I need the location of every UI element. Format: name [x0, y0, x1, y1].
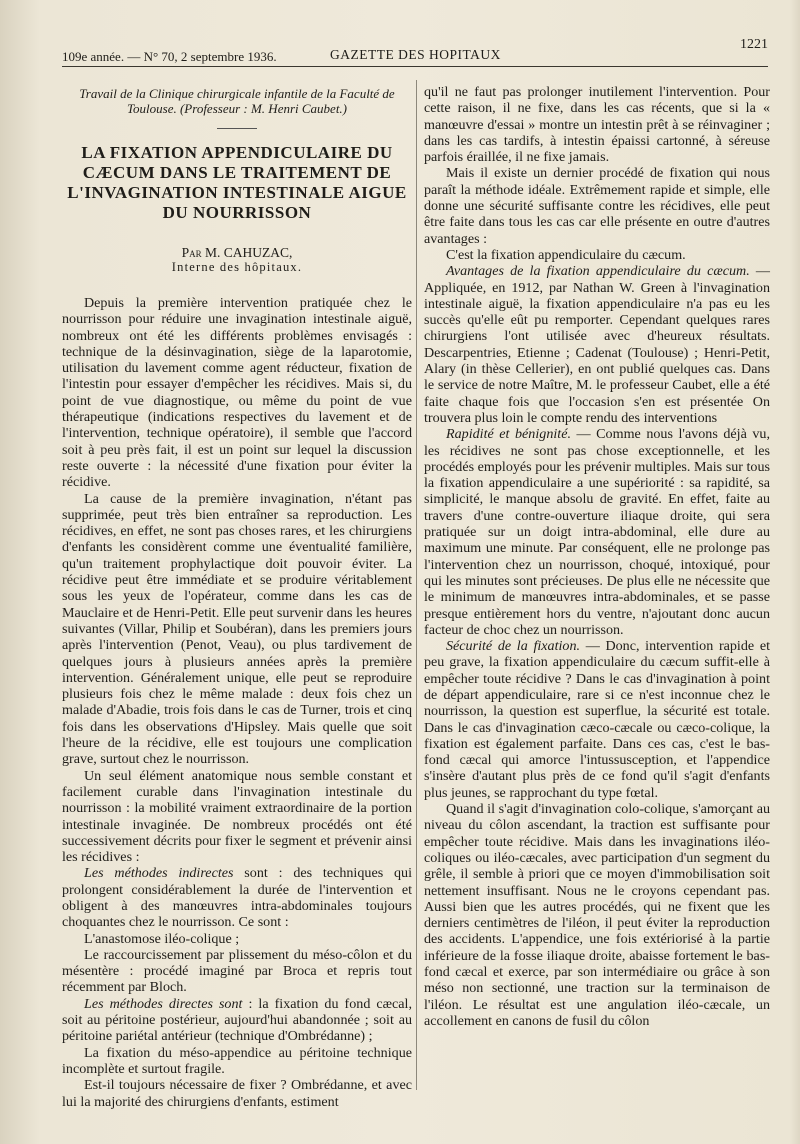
- paragraph: Les méthodes indirectes sont : des techniques qui prolongent considérablement la durée de l'intervention et obligent à des manœuvres intra-abdominales toujours choquantes chez le nourrisson. Ce sont :: [62, 865, 412, 931]
- author-role: Interne des hôpitaux.: [171, 260, 303, 274]
- issue-info: 109e année. — N° 70, 2 septembre 1936.: [62, 49, 277, 64]
- separator-dash: [217, 128, 257, 129]
- paragraph: Sécurité de la fixation. — Donc, intervention rapide et peu grave, la fixation appendiculaire du cæcum suffit-elle à empêcher toute récidive ? Dans le cas d'invagination à point de départ appendiculaire, rare si ce n'est inconnue chez le nourrisson, la question est superflue, la sécurité est totale. Dans le cas d'invagination cæco-cæcale ou cæco-colique, la fixation est également parfaite. Dans ces cas, c'est le bas-fond cæcal qui amorce l'intussusception, et l'appendice s'insère d'autant plus près de ce fond qu'il s'agit d'enfants plus jeunes, se rapprochant du type fœtal.: [424, 638, 770, 801]
- column-divider: [416, 80, 417, 1090]
- paragraph: La cause de la première invagination, n'étant pas supprimée, peut très bien entraîner sa reproduction. Les récidives, en effet, ne sont pas choses rares, et les chirurgiens d'enfants les considèrent comme une éventualité familière, qu'un traitement prophylactique doit pouvoir éviter. La récidive peut être immédiate et se produire véritablement sous les yeux de l'opérateur, comme dans les cas de Mauclaire et de Henri-Petit. Elle peut survenir dans les heures suivantes (Villar, Philip et Soubéran), dans les premiers jours après l'intervention (Penot, Veau), ou plus tardivement de quelques jours à plusieurs années après la première intervention. Généralement unique, elle peut se reproduire plusieurs fois chez le même malade : deux fois chez un malade d'Abadie, trois fois dans le cas de Turner, trois et cinq fois dans les observations d'Hipsley. Mais quelle que soit l'heure de la récidive, elle est toujours une complication grave, surtout chez le nourrisson.: [62, 490, 412, 768]
- clinic-credit: Travail de la Clinique chirurgicale infantile de la Faculté de Toulouse. (Professeur : M. Henri Caubet.): [79, 86, 395, 116]
- page-header: [62, 37, 768, 68]
- paragraph: C'est la fixation appendiculaire du cæcum.: [446, 246, 686, 263]
- paragraph: L'anastomose iléo-colique ;: [84, 930, 240, 947]
- paragraph: Mais il existe un dernier procédé de fixation qui nous paraît la méthode idéale. Extrêmement rapide et simple, elle donne une sécurité suffisante contre les récidives, elle peut être faite dans tous les cas car elle présente en outre d'autres avantages :: [424, 165, 770, 247]
- article-title: LA FIXATION APPENDICULAIRE DU CÆCUM DANS LE TRAITEMENT DE L'INVAGINATION INTESTINALE AIGUE DU NOURRISSON: [67, 143, 407, 222]
- page-number: 1221: [740, 37, 768, 52]
- author-name: Par M. CAHUZAC,: [181, 245, 293, 260]
- paragraph: Depuis la première intervention pratiquée chez le nourrisson pour réduire une invagination intestinale aiguë, nombreux ont été les différents problèmes envisagés : technique de la désinvagination, siège de la laparotomie, utilisation du lavement comme agent réducteur, fixation de l'intestin pour essayer d'empêcher les récidives. Mais si, du point de vue diagnostique, ou même du point de vue thérapeutique (indications respectives du lavement et de l'intervention, technique opératoire), il semble que l'accord soit à peu près fait, il est un point sur lequel la discussion reste ouverte : la nécessité d'une fixation pour éviter la récidive.: [62, 295, 412, 491]
- header-rule: [62, 66, 768, 67]
- paragraph: Les méthodes directes sont : la fixation du fond cæcal, soit au péritoine postérieur, aujourd'hui abandonnée ; soit au péritoine pariétal antérieur (technique d'Ombrédanne) ;: [62, 995, 412, 1045]
- journal-title: GAZETTE DES HOPITAUX: [330, 47, 501, 62]
- paragraph: Quand il s'agit d'invagination colo-colique, s'amorçant au niveau du côlon ascendant, la traction est suffisante pour empêcher toute récidive. Mais dans les invaginations iléo-coliques ou iléo-cæcales, avec participation d'un segment du grêle, il semble à priori que ce moyen d'immobilisation soit nettement insuffisant. Nous ne le croyons cependant pas. Aussi bien que les autres procédés, qui ne fixent que les derniers centimètres de l'iléon, il peut éviter la reproduction des accidents. L'appendice, une fois extériorisé à la partie inférieure de la fosse iliaque droite, abaisse fortement le bas-fond cæcal et exerce, par son intermédiaire ou grâce à son méso non sectionné, une traction sur la terminaison de l'iléon. Le résultat est une angulation iléo-cæcale, un accollement en canons de fusil du côlon: [424, 801, 770, 1029]
- paragraph: Est-il toujours nécessaire de fixer ? Ombrédanne, et avec lui la majorité des chirurgiens d'enfants, estiment: [62, 1077, 412, 1110]
- paragraph: Avantages de la fixation appendiculaire du cæcum. — Appliquée, en 1912, par Nathan W. Green à l'invagination intestinale aiguë, la fixation appendiculaire n'a pas eu les succès qu'elle eût pu remporter. Cependant quelques rares chirurgiens l'ont utilisée avec d'heureux résultats. Descarpentries, Etienne ; Cadenat (Toulouse) ; Henri-Petit, Alary (in thèse Cellerier), en ont publié quelques cas. Dans le service de notre Maître, M. le professeur Caubet, elle a été faite chaque fois que l'occasion s'en est présentée On trouvera plus loin le compte rendu des interventions: [424, 263, 770, 426]
- right-column: [424, 84, 770, 1029]
- paragraph: qu'il ne faut pas prolonger inutilement l'intervention. Pour cette raison, il ne fixe, dans les cas récents, que si la « manœuvre d'essai » montre un intestin prêt à se réinvaginer ; dans les cas tardifs, à intestin épaissi cartonné, à séreuse parfois éraillée, il ne fixe jamais.: [424, 84, 770, 166]
- paragraph: Rapidité et bénignité. — Comme nous l'avons déjà vu, les récidives ne sont pas chose exceptionnelle, et les procédés employés pour les prévenir multiples. Mais sur tous la fixation appendiculaire a une supériorité : sa rapidité, sa simplicité, le manque absolu de gravité. En effet, faite au travers d'une contre-ouverture iliaque droite, qui sera pratiquée sur un doigt intra-abdominal, elle dure au maximum une minute. Par conséquent, elle ne prolonge pas l'intervention chez un nourrisson, choqué, intoxiqué, pour qui les minutes sont précieuses. De plus elle ne nécessite que le minimum de manœuvres intra-abdominales, et se passe presque entièrement hors du ventre, n'ajoutant donc aucun facteur de choc chez un nourrisson.: [424, 426, 770, 638]
- paragraph: La fixation du méso-appendice au péritoine technique incomplète et surtout fragile.: [62, 1044, 412, 1077]
- paragraph: Un seul élément anatomique nous semble constant et facilement curable dans l'invagination intestinale du nourrisson : la mobilité vraiment extraordinaire de la portion intestinale invaginée. De nombreux procédés ont été successivement décrits pour fixer le segment et prévenir ainsi les récidives :: [62, 767, 412, 866]
- paragraph: Le raccourcissement par plissement du méso-côlon et du mésentère : procédé imaginé par Broca et repris tout récemment par Bloch.: [62, 946, 412, 996]
- left-column: [62, 84, 412, 1110]
